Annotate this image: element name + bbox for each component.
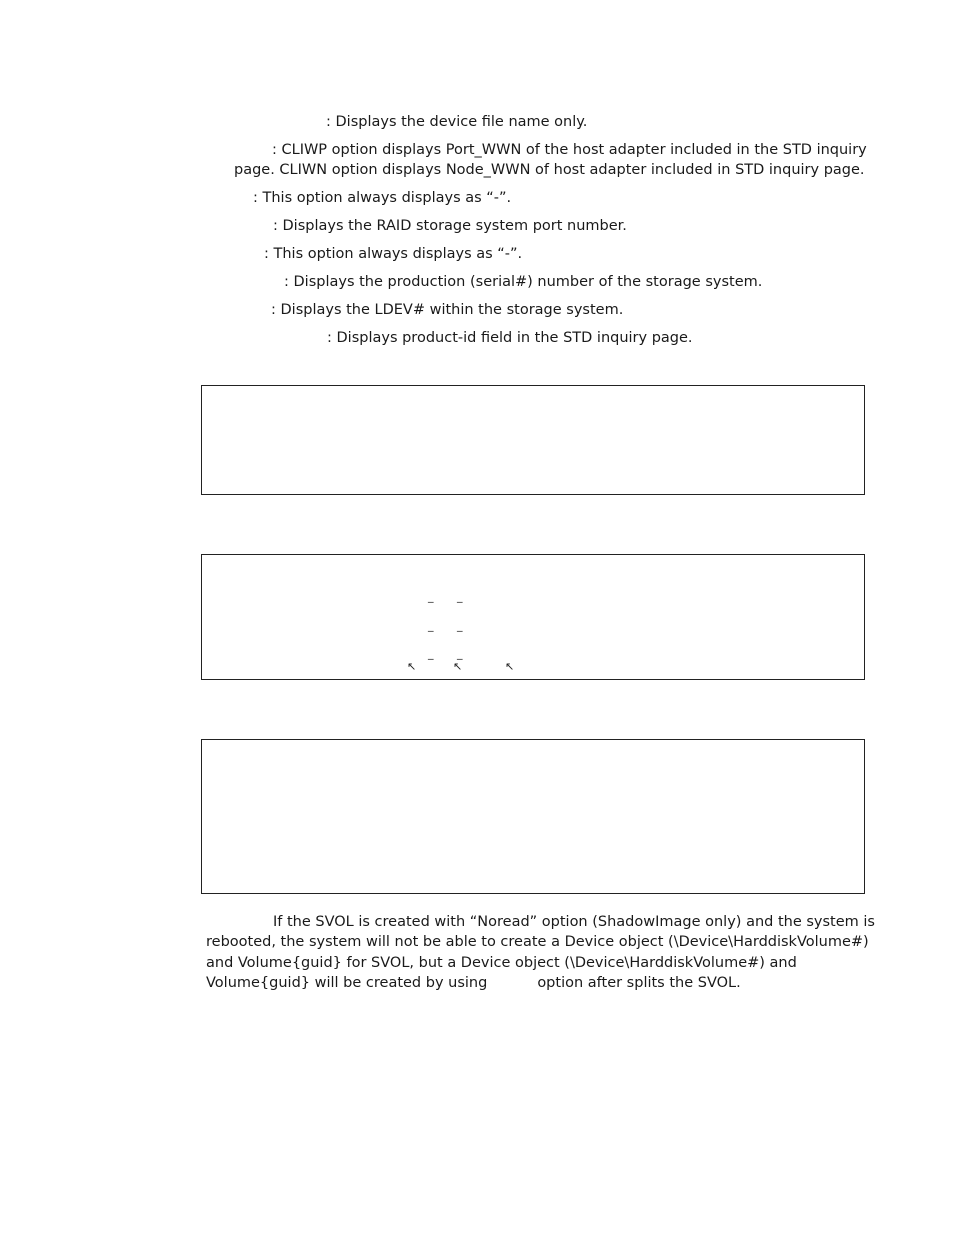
example-code-box-1 [201,385,865,495]
example-code-box-2 [201,554,865,680]
note-line-4-end: option after splits the SVOL. [537,974,741,991]
underscore-mark: _ [457,619,463,632]
option-desc-cliwn: page. CLIWN option displays Node_WWN of host adapter included in STD inquiry page. [234,162,865,178]
note-line-4 [206,973,856,993]
underscore-mark: _ [457,647,463,660]
option-desc-ldev: : Displays the LDEV# within the storage system. [271,302,624,318]
underscore-mark: _ [428,590,434,603]
note-line-3: and Volume{guid} for SVOL, but a Device object (\Device\HarddiskVolume#) and [206,954,797,971]
note-line-2: rebooted, the system will not be able to create a Device object (\Device\HarddiskVolume#) [206,934,869,951]
note-line-4-start: Volume{guid} will be created by using [206,974,488,991]
note-paragraph [206,912,875,993]
arrow-up-left-icon: ↖ [505,660,515,673]
underscore-mark: _ [428,647,434,660]
option-desc-cliwp: : CLIWP option displays Port_WWN of the host adapter included in the STD inquiry [272,142,867,158]
option-desc-serial: : Displays the production (serial#) number of the storage system. [284,274,763,290]
arrow-up-left-icon: ↖ [407,660,417,673]
option-desc-device-file: : Displays the device file name only. [326,114,588,130]
example-code-box-3 [201,739,865,894]
arrow-up-left-icon: ↖ [453,660,463,673]
underscore-mark: _ [457,590,463,603]
option-desc-always-dash-2: : This option always displays as “-”. [264,246,523,262]
underscore-mark: _ [428,619,434,632]
note-line-1: If the SVOL is created with “Noread” option (ShadowImage only) and the system is [273,914,875,930]
option-desc-port: : Displays the RAID storage system port number. [273,218,627,234]
option-desc-product-id: : Displays product-id field in the STD inquiry page. [327,330,693,346]
option-desc-always-dash-1: : This option always displays as “-”. [253,190,512,206]
